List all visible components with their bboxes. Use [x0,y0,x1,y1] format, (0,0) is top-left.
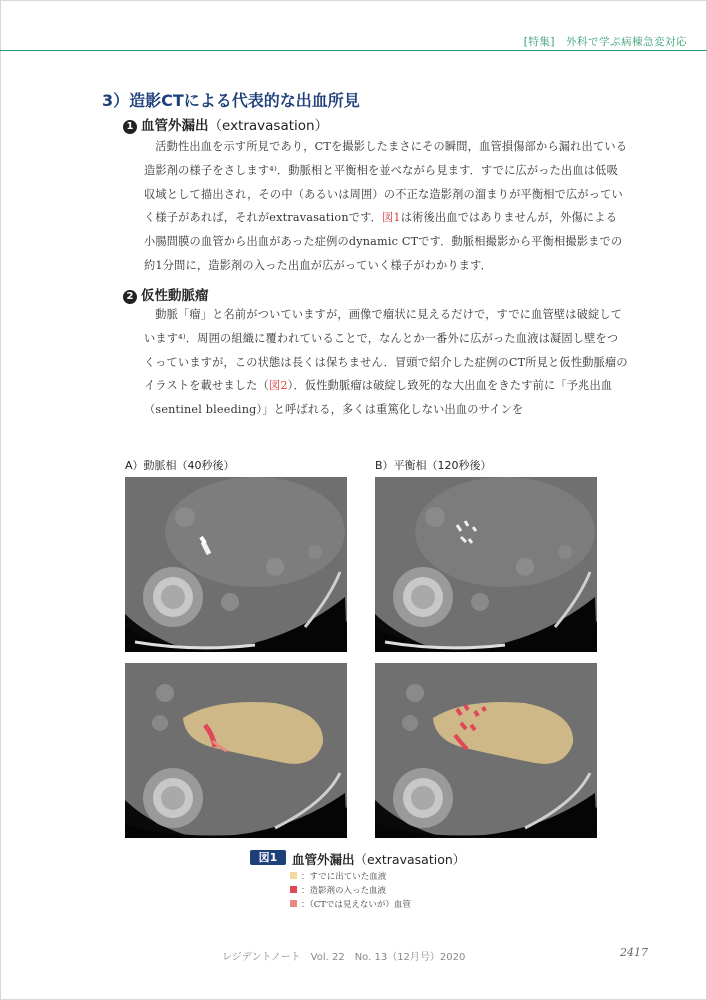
footer-journal: レジデントノート Vol. 22 No. 13（12月号）2020 [222,952,466,963]
legend-swatch-icon [290,900,297,907]
legend-text: ：すでに出ていた血液 [301,872,387,882]
subsection-2-title [123,284,209,304]
subsection-1-title-ja: 血管外漏出 [141,118,209,134]
subsection-1-number: 1 [123,120,137,134]
figure-caption [292,850,465,868]
sub1-text-2: は術後出血ではありませんが，外傷による小腸間膜の血管から出血があった症例のdynamic CTです．動脈相撮影から平衡相撮影までの約1分間に，造影剤の入った出血が広がっていく様子がわかります． [144,211,623,272]
sub2-text-2: ）．仮性動脈瘤は破綻し致死的な大出血をきたす前に「予兆出血（sentinel bleeding）」と呼ばれる，多くは重篤化しない出血のサインを [144,379,613,417]
legend-swatch-icon [290,886,297,893]
figure-legend [290,870,411,912]
running-header: [特集] 外科で学ぶ病棟急変対応 [523,36,687,48]
subsection-2-title-ja: 仮性動脈瘤 [141,288,209,304]
header-rule [0,50,707,51]
legend-text: ：造影剤の入った血液 [301,886,387,896]
page-number: 2417 [620,946,648,959]
legend-item [290,870,411,884]
legend-text: ：（CTでは見えないが）血管 [301,900,411,910]
ct-image-arterial-annotated [125,663,347,838]
figure-1-reference[interactable]: 図1 [382,211,401,225]
ct-image-equilibrium-annotated [375,663,597,838]
legend-swatch-icon [290,872,297,879]
ct-image-arterial [125,477,347,652]
figure-caption-en: （extravasation） [354,852,466,867]
legend-item [290,898,411,912]
sub2-text-1: 動脈「瘤」と名前がついていますが，画像で瘤状に見えるだけで，すでに血管壁は破綻しています⁴⁾．周囲の組織に覆われていることで，なんとか一番外に広がった血液は凝固し壁をつくっていますが，この状態は長くは保ちません．冒頭で紹介した症例のCT所見と仮性動脈瘤のイラストを載せました（ [144,308,628,393]
sub1-text-1: 活動性出血を示す所見であり，CTを撮影したまさにその瞬間，血管損傷部から漏れ出ている造影剤の様子をさします⁴⁾．動脈相と平衡相を並べながら見ます．すでに広がった出血は低吸収域として描出され，その中（あるいは周囲）の不正な造影剤の溜まりが平衡相で広がっていく様子があれば，それがextravasationです． [144,140,628,225]
subsection-2-number: 2 [123,290,137,304]
subsection-1-paragraph [144,135,628,278]
figure-2-reference[interactable]: 図2 [268,379,288,393]
subsection-1-title [123,114,328,134]
subsection-2-paragraph [144,303,628,422]
subsection-1-title-en: （extravasation） [208,118,329,134]
legend-item [290,884,411,898]
section-title: 3）造影CTによる代表的な出血所見 [102,91,360,110]
figure-label-b: B）平衡相（120秒後） [375,459,492,472]
ct-image-equilibrium [375,477,597,652]
figure-caption-ja: 血管外漏出 [292,852,355,867]
figure-badge: 図1 [250,850,286,865]
figure-label-a: A）動脈相（40秒後） [125,459,235,472]
